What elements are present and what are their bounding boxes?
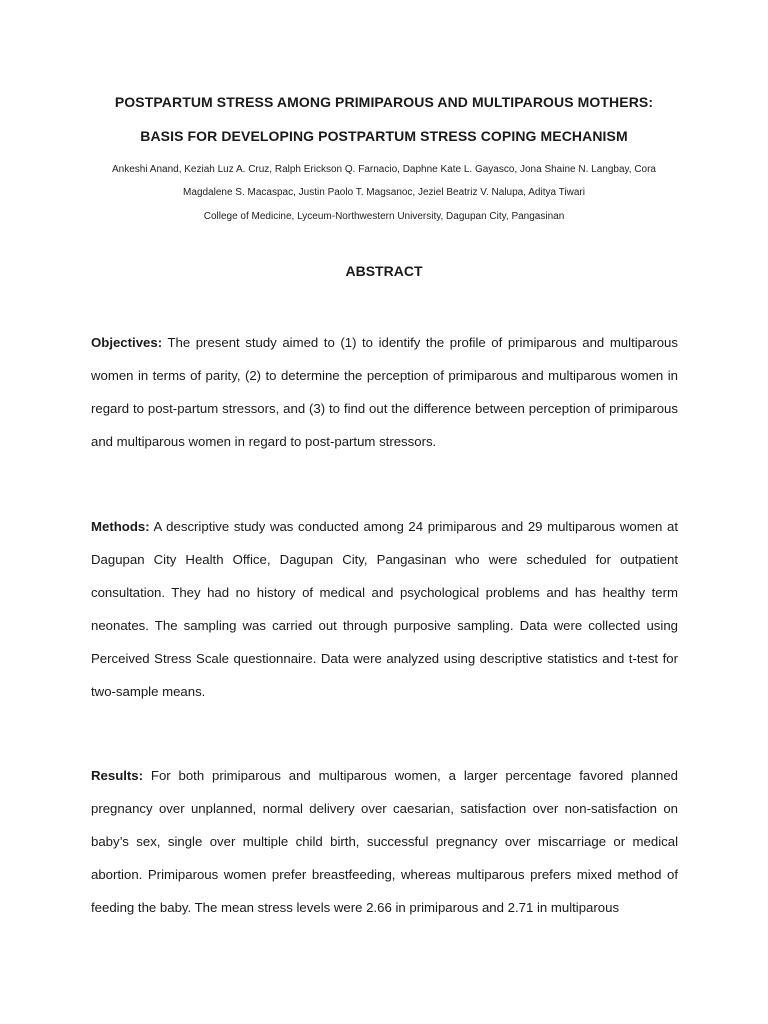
methods-text: A descriptive study was conducted among 24 primiparous and 29 multiparous women at Dagupan City Health Office, Dagupan City, Pangasinan who were scheduled for outpatient consultation. They had no history of medical and psychological problems and has healthy term neonates. The sampling was carried out through purposive sampling. Data were collected using Perceived Stress Scale questionnaire. Data were analyzed using descriptive statistics and t-test for two-sample means. bbox=[91, 519, 678, 699]
paper-title-line-2: BASIS FOR DEVELOPING POSTPARTUM STRESS COPING MECHANISM bbox=[140, 128, 628, 144]
objectives-paragraph bbox=[91, 326, 678, 458]
authors-line-1: Ankeshi Anand, Keziah Luz A. Cruz, Ralph Erickson Q. Farnacio, Daphne Kate L. Gayasco, Jona Shaine N. Langbay, Cora bbox=[111, 164, 656, 175]
methods-label: Methods: bbox=[91, 519, 150, 534]
paper-title-line-1: POSTPARTUM STRESS AMONG PRIMIPAROUS AND MULTIPAROUS MOTHERS: bbox=[114, 94, 654, 110]
results-paragraph bbox=[91, 759, 678, 924]
results-label: Results: bbox=[91, 768, 144, 783]
objectives-label: Objectives: bbox=[91, 335, 163, 350]
methods-paragraph bbox=[91, 510, 678, 708]
results-text: For both primiparous and multiparous women, a larger percentage favored planned pregnancy over unplanned, normal delivery over caesarian, satisfaction over non-satisfaction on baby’s sex, single over multiple child birth, successful pregnancy over miscarriage or medical abortion. Primiparous women prefer breastfeeding, whereas multiparous prefers mixed method of feeding the baby. The mean stress levels were 2.66 in primiparous and 2.71 in multiparous bbox=[91, 768, 678, 915]
objectives-text: The present study aimed to (1) to identify the profile of primiparous and multiparous women in terms of parity, (2) to determine the perception of primiparous and multiparous women in regard to post-partum stressors, and (3) to find out the difference between perception of primiparous and multiparous women in regard to post-partum stressors. bbox=[91, 335, 678, 449]
authors-line-2: Magdalene S. Macaspac, Justin Paolo T. Magsanoc, Jeziel Beatriz V. Nalupa, Aditya Tiwari bbox=[183, 187, 585, 198]
affiliation: College of Medicine, Lyceum-Northwestern University, Dagupan City, Pangasinan bbox=[203, 211, 565, 222]
abstract-heading: ABSTRACT bbox=[345, 263, 423, 279]
